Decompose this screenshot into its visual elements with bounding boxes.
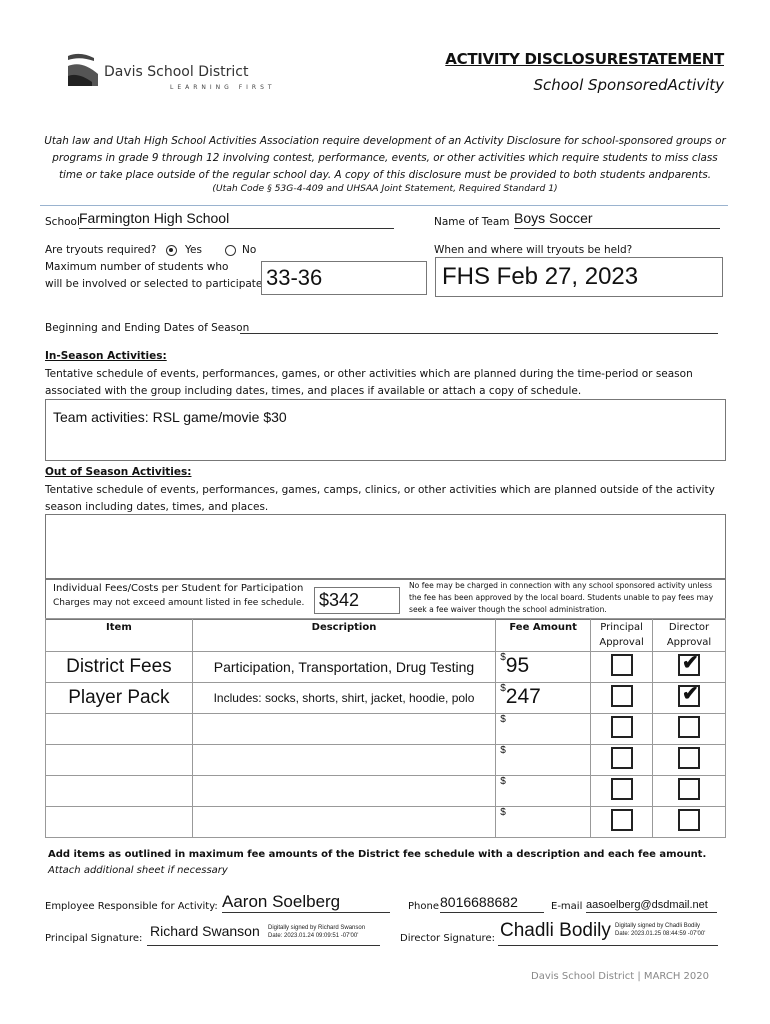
- tryouts-no-radio[interactable]: [225, 245, 236, 256]
- fee-item-cell[interactable]: [46, 683, 193, 714]
- fee-amount-cell[interactable]: [496, 745, 591, 776]
- school-label: School: [45, 216, 80, 228]
- fee-table-header: [46, 619, 726, 652]
- in-season-value: Team activities: RSL game/movie $30: [53, 409, 287, 425]
- principal-approval-checkbox[interactable]: [611, 747, 633, 769]
- principal-approval-cell: [591, 714, 653, 745]
- director-approval-cell: [653, 714, 726, 745]
- director-approval-checkbox[interactable]: [678, 809, 700, 831]
- logo-name: Davis School District: [104, 64, 249, 80]
- employee-label: Employee Responsible for Activity:: [45, 901, 218, 912]
- tryouts-yes-radio[interactable]: [166, 245, 177, 256]
- form-subtitle: School SponsoredActivity: [533, 76, 724, 94]
- employee-value: Aaron Soelberg: [222, 892, 341, 911]
- tryout-where-value: FHS Feb 27, 2023: [442, 263, 639, 290]
- fees-note: No fee may be charged in connection with any school sponsored activity unless the fee has been approved by the local board. Students unable to pay fees may seek a fee waiver though the school administration.: [409, 581, 714, 614]
- fee-description: Includes: socks, shorts, shirt, jacket, hoodie, polo: [213, 691, 475, 705]
- tryout-where-label: When and where will tryouts be held?: [434, 244, 633, 256]
- principal-sig-label: Principal Signature:: [45, 933, 143, 944]
- header-principal: Principal Approval: [591, 619, 653, 652]
- email-label: E-mail: [551, 901, 583, 912]
- phone-field[interactable]: [440, 894, 544, 913]
- checkmark-icon: ✔: [682, 682, 699, 705]
- fee-row: [46, 714, 726, 745]
- form-title: ACTIVITY DISCLOSURESTATEMENT: [445, 50, 724, 68]
- director-sig-label: Director Signature:: [400, 933, 495, 944]
- phone-label: Phone: [408, 901, 439, 912]
- page-footer: Davis School District | MARCH 2020: [531, 971, 709, 982]
- fees-label-1: Individual Fees/Costs per Student for Participation: [53, 583, 304, 594]
- principal-approval-checkbox[interactable]: [611, 654, 633, 676]
- fee-item-cell[interactable]: [46, 714, 193, 745]
- out-season-description: Tentative schedule of events, performances, games, camps, clinics, or other activities which are planned outside of the activity season including dates, times, and places.: [45, 484, 715, 513]
- fee-description-cell[interactable]: [192, 807, 495, 838]
- fees-total-field[interactable]: [314, 587, 400, 614]
- max-students-label-2: will be involved or selected to participate: [45, 278, 263, 290]
- max-students-label-1: Maximum number of students who: [45, 261, 229, 273]
- header-amount: Fee Amount: [496, 619, 591, 652]
- principal-approval-cell: [591, 652, 653, 683]
- email-value: aasoelberg@dsdmail.net: [586, 899, 708, 911]
- director-approval-cell: [653, 683, 726, 714]
- director-approval-checkbox[interactable]: [678, 778, 700, 800]
- fee-amount-cell[interactable]: [496, 714, 591, 745]
- header-item: Item: [46, 619, 193, 652]
- fee-table: [45, 618, 726, 838]
- principal-approval-cell: [591, 776, 653, 807]
- fee-description-cell[interactable]: [192, 652, 495, 683]
- in-season-field[interactable]: [45, 399, 726, 461]
- principal-approval-checkbox[interactable]: [611, 716, 633, 738]
- fee-description-cell[interactable]: [192, 776, 495, 807]
- phone-value: 8016688682: [440, 894, 518, 910]
- fee-row: [46, 807, 726, 838]
- employee-field[interactable]: [222, 892, 390, 913]
- fee-row: [46, 652, 726, 683]
- email-field[interactable]: [586, 895, 717, 913]
- fee-amount: 247: [505, 685, 541, 708]
- logo-mountain-icon: [66, 52, 100, 90]
- tryouts-yes-label: Yes: [185, 244, 202, 256]
- in-season-heading: In-Season Activities:: [45, 350, 167, 362]
- header-description: Description: [192, 619, 495, 652]
- fee-description: Participation, Transportation, Drug Testing: [213, 659, 475, 675]
- fee-amount-cell[interactable]: [496, 776, 591, 807]
- max-students-value: 33-36: [266, 265, 323, 290]
- fee-amount-cell[interactable]: [496, 807, 591, 838]
- fee-item-cell[interactable]: [46, 807, 193, 838]
- tryout-where-field[interactable]: [435, 257, 723, 297]
- principal-approval-cell: [591, 683, 653, 714]
- director-approval-checkbox[interactable]: [678, 651, 700, 676]
- director-approval-cell: [653, 652, 726, 683]
- district-logo: [66, 52, 281, 94]
- director-sig-name: Chadli Bodily: [500, 920, 611, 941]
- principal-approval-checkbox[interactable]: [611, 778, 633, 800]
- season-dates-field[interactable]: [240, 318, 718, 334]
- fee-currency: $: [500, 776, 506, 787]
- fee-description-cell[interactable]: [192, 714, 495, 745]
- intro-note: (Utah Code § 53G-4-409 and UHSAA Joint Statement, Required Standard 1): [212, 183, 558, 194]
- fee-item-cell[interactable]: [46, 652, 193, 683]
- logo-tagline: LEARNING FIRST: [170, 84, 276, 91]
- season-dates-label: Beginning and Ending Dates of Season: [45, 322, 250, 334]
- director-sig-line-1: Digitally signed by Chadli Bodily: [615, 923, 701, 929]
- director-approval-cell: [653, 745, 726, 776]
- principal-approval-cell: [591, 745, 653, 776]
- director-approval-checkbox[interactable]: [678, 716, 700, 738]
- fee-item: Player Pack: [68, 687, 170, 708]
- in-season-description: Tentative schedule of events, performances, games, or other activities which are planned during the time-period or season associated with the group including dates, times, and places if available or attach a copy of schedule.: [45, 368, 693, 397]
- director-sig-field[interactable]: [498, 919, 718, 946]
- fee-amount: 95: [505, 654, 530, 677]
- fee-item-cell[interactable]: [46, 776, 193, 807]
- max-students-field[interactable]: [261, 261, 427, 295]
- intro-text: Utah law and Utah High School Activities Association require development of an Activity Disclosure for school-sponsored groups or programs in grade 9 through 12 involving contest, performance, events, or other activities which require students to miss class time or take place outside of the regular school day. A copy of this disclosure must be provided to both students andparents.: [44, 135, 726, 181]
- principal-approval-cell: [591, 807, 653, 838]
- fee-amount-cell[interactable]: [496, 652, 591, 683]
- fee-description-cell[interactable]: [192, 683, 495, 714]
- fees-label-2: Charges may not exceed amount listed in fee schedule.: [53, 598, 305, 608]
- principal-sig-field[interactable]: [147, 921, 380, 946]
- checkmark-icon: ✔: [682, 651, 699, 674]
- team-value: Boys Soccer: [514, 210, 593, 226]
- fees-total-value: $342: [319, 590, 360, 610]
- fee-description-cell[interactable]: [192, 745, 495, 776]
- divider: [40, 205, 728, 206]
- principal-approval-checkbox[interactable]: [611, 685, 633, 707]
- footer-note-italic: Attach additional sheet if necessary: [48, 865, 228, 876]
- fee-row: [46, 776, 726, 807]
- footer-note-bold: Add items as outlined in maximum fee amounts of the District fee schedule with a description and each fee amount.: [48, 849, 707, 860]
- fee-currency: $: [500, 652, 506, 663]
- principal-sig-name: Richard Swanson: [150, 923, 260, 939]
- team-field[interactable]: [514, 210, 720, 229]
- out-season-field[interactable]: [45, 514, 726, 580]
- fee-currency: $: [500, 683, 506, 694]
- school-value: Farmington High School: [79, 210, 230, 226]
- team-label: Name of Team: [434, 216, 510, 228]
- fee-item-cell[interactable]: [46, 745, 193, 776]
- tryouts-question: Are tryouts required?: [45, 244, 157, 256]
- out-season-heading: Out of Season Activities:: [45, 466, 192, 478]
- principal-sig-line-2: Date: 2023.01.24 09:09:51 -07'00': [268, 933, 359, 939]
- principal-sig-line-1: Digitally signed by Richard Swanson: [268, 925, 366, 931]
- fee-currency: $: [500, 745, 506, 756]
- tryouts-no-label: No: [242, 244, 257, 256]
- fee-currency: $: [500, 807, 506, 818]
- header-director: Director Approval: [653, 619, 726, 652]
- fee-row: [46, 745, 726, 776]
- fee-item: District Fees: [66, 656, 172, 677]
- director-approval-checkbox[interactable]: [678, 747, 700, 769]
- fee-amount-cell[interactable]: [496, 683, 591, 714]
- principal-approval-checkbox[interactable]: [611, 809, 633, 831]
- fee-row: [46, 683, 726, 714]
- school-field[interactable]: [79, 210, 394, 229]
- director-sig-line-2: Date: 2023.01.25 08:44:59 -07'00': [615, 931, 706, 937]
- fee-currency: $: [500, 714, 506, 725]
- director-approval-cell: [653, 776, 726, 807]
- director-approval-checkbox[interactable]: [678, 682, 700, 707]
- director-approval-cell: [653, 807, 726, 838]
